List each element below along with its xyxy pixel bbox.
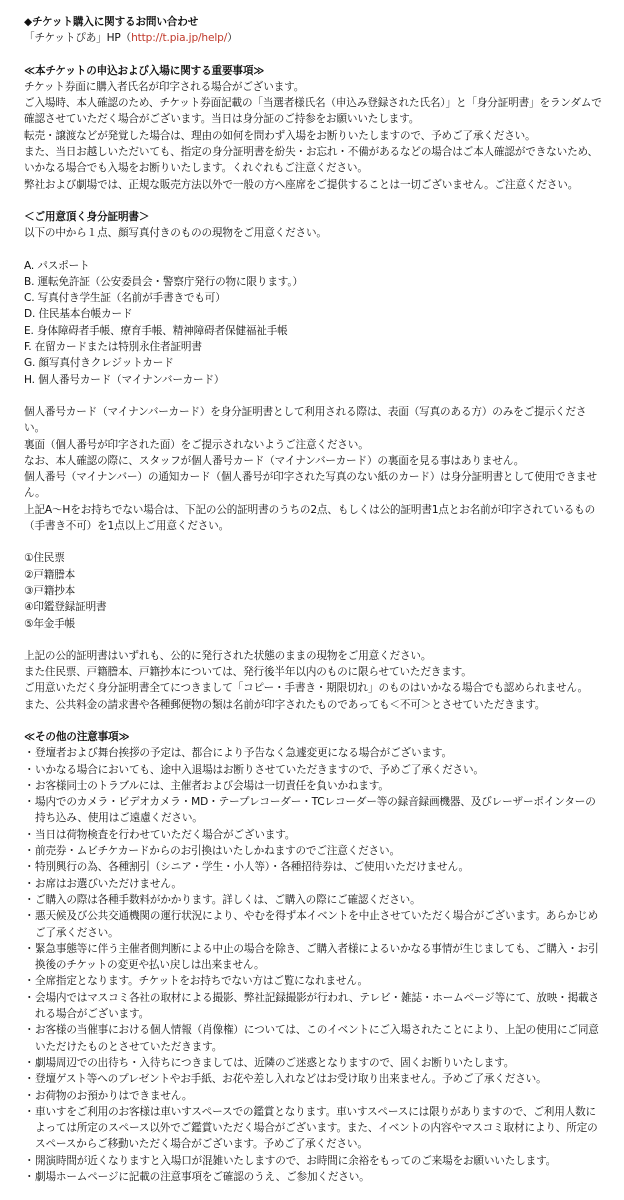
public-doc-item: ①住民票 xyxy=(24,552,65,565)
bullet-mark: ・ xyxy=(24,845,35,858)
other-note-item xyxy=(24,1088,604,1104)
id-doc-item: B. 運転免許証（公安委員会・警察庁発行の物に限ります。） xyxy=(24,275,303,288)
other-note-text: 前売券・ムビチケカードからのお引換はいたしかねますのでご注意ください。 xyxy=(35,845,400,858)
bullet-mark: ・ xyxy=(24,910,35,923)
id-doc-item: F. 在留カードまたは特別永住者証明書 xyxy=(24,341,202,354)
important-heading: ≪本チケットの申込および入場に関する重要事項≫ xyxy=(24,64,265,77)
id-docs-heading: ＜ご用意頂く身分証明書＞ xyxy=(24,210,150,223)
id-docs-intro: 以下の中から１点、顔写真付きのものの現物をご用意ください。 xyxy=(24,227,327,240)
bullet-mark: ・ xyxy=(24,747,35,760)
bullet-mark: ・ xyxy=(24,1056,35,1069)
bullet-mark: ・ xyxy=(24,942,35,955)
other-notes-list xyxy=(24,745,604,1185)
other-note-item xyxy=(24,892,604,908)
bullet-mark: ・ xyxy=(24,1105,35,1118)
id-doc-item: H. 個人番号カード（マイナンバーカード） xyxy=(24,373,225,386)
other-note-text: 車いすをご利用のお客様は車いすスペースでの鑑賞となります。車いすスペースには限りがありますので、ご利用人数によっては所定のスペース以外でご鑑賞いただく場合がございます。また、イベントの内容やマスコミ取材により、所定のスペースからご移動いただく場合がございます。予めご了承ください。 xyxy=(35,1105,598,1151)
contact-heading: ◆チケット購入に関するお問い合わせ xyxy=(24,16,199,28)
public-doc-note: また住民票、戸籍謄本、戸籍抄本については、発行後半年以内のものに限らせていただきます。 xyxy=(24,666,472,679)
help-link[interactable]: http://t.pia.jp/help/ xyxy=(131,32,228,45)
bullet-mark: ・ xyxy=(24,779,35,792)
id-doc-note: 個人番号カード（マイナンバーカード）を身分証明書として利用される際は、表面（写真のある方）のみをご提示ください。 xyxy=(24,405,587,435)
bullet-mark: ・ xyxy=(24,828,35,841)
contact-site-prefix: 「チケットぴあ」HP（ xyxy=(24,32,132,45)
other-note-text: お客様同士のトラブルには、主催者および会場は一切責任を負いかねます。 xyxy=(35,779,389,792)
other-note-item xyxy=(24,1169,604,1185)
other-note-text: 開演時間が近くなりますと入場口が混雑いたしますので、お時間に余裕をもってのご来場をお願いいたします。 xyxy=(35,1154,557,1167)
bullet-mark: ・ xyxy=(24,1073,35,1086)
other-note-item xyxy=(24,973,604,989)
other-note-item xyxy=(24,1055,604,1071)
other-note-text: 登壇ゲスト等へのプレゼントやお手紙、お花や差し入れなどはお受け取り出来ません。予めご了承ください。 xyxy=(35,1073,547,1086)
other-note-item xyxy=(24,762,604,778)
id-doc-item: A. パスポート xyxy=(24,259,90,272)
other-note-item xyxy=(24,843,604,859)
id-doc-note: なお、本人確認の際に、スタッフが個人番号カード（マイナンバーカード）の裏面を見る事はありません。 xyxy=(24,454,525,467)
other-note-text: 場内でのカメラ・ビデオカメラ・MD・テープレコーダー・TCレコーダー等の録音録画機器、及びレーザーポインターの持ち込み、使用はご遠慮ください。 xyxy=(35,796,596,825)
public-doc-note: 上記の公的証明書はいずれも、公的に発行された状態のままの現物をご用意ください。 xyxy=(24,649,432,662)
bullet-mark: ・ xyxy=(24,1024,35,1037)
other-note-item xyxy=(24,876,604,892)
other-note-item xyxy=(24,1022,604,1055)
other-heading: ≪その他の注意事項≫ xyxy=(24,730,130,743)
bullet-mark: ・ xyxy=(24,861,35,874)
id-doc-note: 個人番号（マイナンバー）の通知カード（個人番号が印字された写真のない紙のカード）は身分証明書として使用できません。 xyxy=(24,471,597,500)
id-doc-item: C. 写真付き学生証（名前が手書きでも可） xyxy=(24,292,226,305)
other-note-item xyxy=(24,794,604,827)
other-note-text: お客様の当催事における個人情報（肖像権）については、このイベントにご入場されたことにより、上記の使用にご同意いただけたものとさせていただきます。 xyxy=(35,1024,599,1053)
other-note-item xyxy=(24,990,604,1023)
other-note-text: ご購入の際は各種手数料がかかります。詳しくは、ご購入の際にご確認ください。 xyxy=(35,893,421,906)
bullet-mark: ・ xyxy=(24,975,35,988)
other-note-item xyxy=(24,1153,604,1169)
other-note-item xyxy=(24,859,604,875)
other-note-text: 全席指定となります。チケットをお持ちでない方はご覧になれません。 xyxy=(35,975,368,988)
contact-site-line xyxy=(24,30,604,46)
id-doc-item: G. 顔写真付きクレジットカード xyxy=(24,357,174,370)
bullet-mark: ・ xyxy=(24,877,35,890)
bullet-mark: ・ xyxy=(24,893,35,906)
other-note-item xyxy=(24,827,604,843)
bullet-mark: ・ xyxy=(24,1089,35,1102)
public-doc-item: ⑤年金手帳 xyxy=(24,617,76,630)
other-note-text: 劇場周辺での出待ち・入待ちにつきましては、近隣のご迷惑となりますので、固くお断りいたします。 xyxy=(35,1056,515,1069)
id-doc-item: E. 身体障碍者手帳、療育手帳、精神障碍者保健福祉手帳 xyxy=(24,324,288,337)
other-note-text: 会場内ではマスコミ各社の取材による撮影、弊社記録撮影が行われ、テレビ・雑誌・ホームページ等にて、放映・掲載される場合がございます。 xyxy=(35,991,599,1021)
id-doc-note: 上記A～Hをお持ちでない場合は、下記の公的証明書のうちの2点、もしくは公的証明書1点とお名前が印字されているもの（手書き不可）を1点以上ご用意ください。 xyxy=(24,503,596,533)
important-line: ご入場時、本人確認のため、チケット券面記載の「当選者様氏名（申込み登録された氏名）」と「身分証明書」をランダムで確認させていただく場合がございます。当日は身分証のご持参をお願いいたします。 xyxy=(24,97,602,126)
public-doc-note: ご用意いただく身分証明書全てにつきまして「コピー・手書き・期限切れ」のものはいかなる場合でも認められません。 xyxy=(24,682,588,695)
contact-site-suffix: ） xyxy=(227,32,238,45)
public-doc-item: ④印鑑登録証明書 xyxy=(24,601,107,614)
other-note-text: 当日は荷物検査を行わせていただく場合がございます。 xyxy=(35,828,296,841)
bullet-mark: ・ xyxy=(24,763,35,776)
important-line: チケット券面に購入者氏名が印字される場合がございます。 xyxy=(24,80,305,93)
bullet-mark: ・ xyxy=(24,991,35,1004)
other-note-text: お席はお選びいただけません。 xyxy=(35,877,182,890)
other-note-text: 劇場ホームページに記載の注意事項をご確認のうえ、ご参加ください。 xyxy=(35,1171,370,1183)
other-note-item xyxy=(24,778,604,794)
important-line: 弊社および劇場では、正規な販売方法以外で一般の方へ座席をご提供することは一切ございません。ご注意ください。 xyxy=(24,178,579,191)
public-doc-item: ②戸籍謄本 xyxy=(24,568,76,581)
other-note-text: 特別興行の為、各種割引（シニア・学生・小人等）・各種招待券は、ご使用いただけません。 xyxy=(35,861,469,874)
other-note-item xyxy=(24,941,604,974)
bullet-mark: ・ xyxy=(24,1154,35,1167)
other-note-text: いかなる場合においても、途中入退場はお断りさせていただきますので、予めご了承ください。 xyxy=(35,763,484,776)
other-note-text: お荷物のお預かりはできません。 xyxy=(35,1089,193,1102)
other-note-item xyxy=(24,1071,604,1087)
public-doc-note: また、公共料金の請求書や各種郵便物の類は名前が印字されたものであっても＜不可＞とさせていただきます。 xyxy=(24,698,546,711)
other-note-item xyxy=(24,745,604,761)
other-note-text: 悪天候及び公共交通機関の運行状況により、やむを得ず本イベントを中止させていただく場合がございます。あらかじめご了承ください。 xyxy=(35,910,599,939)
other-note-text: 登壇者および舞台挨拶の予定は、都合により予告なく急遽変更になる場合がございます。 xyxy=(35,747,452,760)
other-note-item xyxy=(24,908,604,941)
bullet-mark: ・ xyxy=(24,796,35,809)
bullet-mark: ・ xyxy=(24,1171,35,1183)
id-doc-item: D. 住民基本台帳カード xyxy=(24,308,133,321)
public-doc-item: ③戸籍抄本 xyxy=(24,584,76,597)
important-line: また、当日お越しいただいても、指定の身分証明書を紛失・お忘れ・不備があるなどの場合はご本人確認ができないため、いかなる場合でも入場をお断りいたします。くれぐれもご注意ください。 xyxy=(24,146,598,175)
important-line: 転売・譲渡などが発覚した場合は、理由の如何を問わず入場をお断りいたしますので、予めご了承ください。 xyxy=(24,129,536,142)
other-note-text: 緊急事態等に伴う主催者側判断による中止の場合を除き、ご購入者様によるいかなる事情が生じましても、ご購入・お引換後のチケットの変更や払い戻しは出来ません。 xyxy=(35,942,599,972)
other-note-item xyxy=(24,1104,604,1153)
id-doc-note: 裏面（個人番号が印字された面）をご提示されないようご注意ください。 xyxy=(24,438,369,451)
